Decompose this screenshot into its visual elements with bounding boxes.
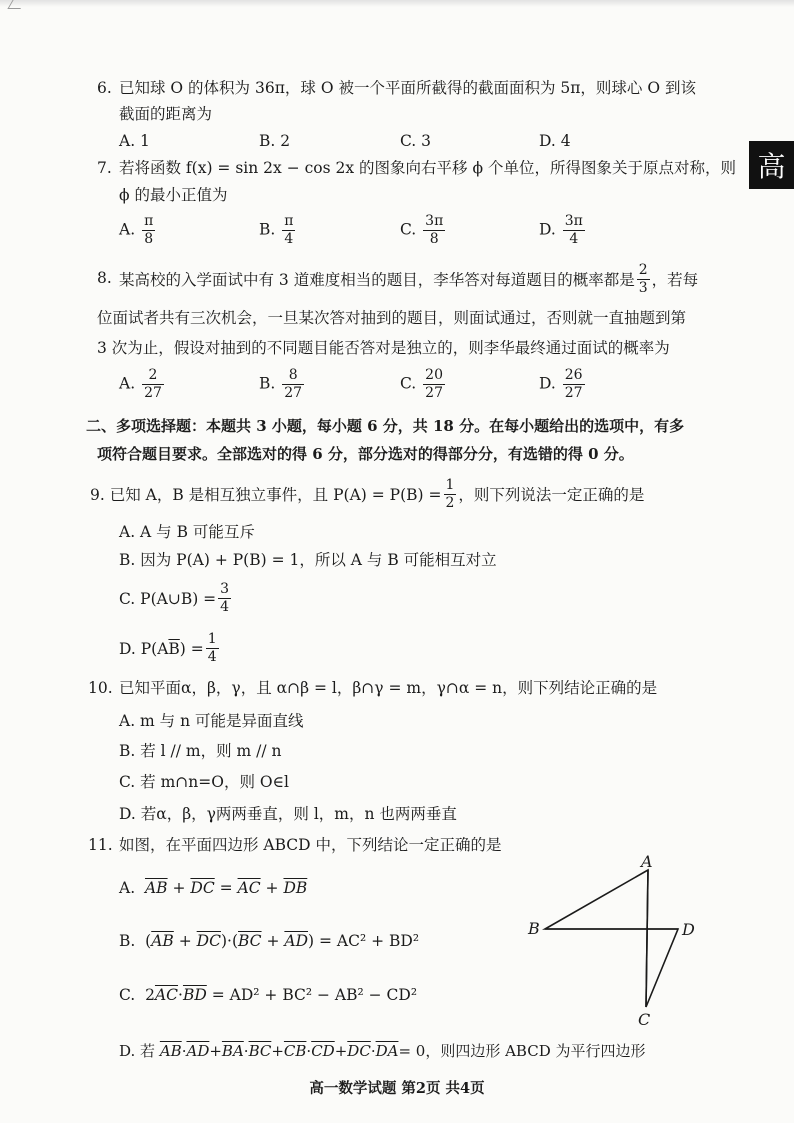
numerator: 20 [425,367,443,383]
q9-number: 9. [90,485,105,504]
q7-number: 7. [97,159,112,177]
numerator: 3π [564,213,583,229]
q9-stem-fraction [444,477,457,512]
vertex-c-label: C [638,1010,651,1029]
q8-line1-text: 某高校的入学面试中有 3 道难度相当的题目，李华答对每道题目的概率都是 [119,270,635,289]
q11-option-d-label: D. [119,1042,136,1060]
vector-dc: $\overline{DC}$ [347,1042,371,1060]
page-top-edge [0,0,794,7]
q7-line2: ϕ 的最小正值为 [119,186,228,204]
vector-bd: $\overline{BD}$ [182,986,207,1004]
q7-option-d [539,213,587,248]
denominator: 27 [425,385,443,401]
q8-line1-end: ，若每 [651,270,699,289]
q9-stem [90,477,644,512]
q6-number: 6. [97,79,112,97]
page-footer: 高一数学试题 第2页 共4页 [309,1080,485,1097]
q6-option-d: D. 4 [539,132,571,150]
q9-option-d-complement: $\overline{B}$ [168,639,180,658]
vector-da: $\overline{DA}$ [375,1042,399,1060]
vector-ba: $\overline{BA}$ [221,1042,244,1060]
q6-option-b: B. 2 [259,132,291,150]
numerator: π [284,213,294,229]
q11-option-c-rhs: = AD² + BC² − AB² − CD² [211,986,418,1004]
q6-option-a: A. 1 [119,132,150,150]
q11-option-a-label: A. [119,879,136,897]
denominator: 4 [284,231,294,247]
denominator: 4 [220,599,230,615]
numerator: π [144,213,154,229]
q11-option-c: C. $2\overline{AC}\cdot\overline{BD} = AD^2 + BC^2 - AB^2 - CD^2$ [119,986,418,1004]
q10-option-b: B. 若 l // m，则 m // n [119,742,282,760]
q11-option-d: D. 若 $\overline{AB}\cdot\overline{AD}+\overline{BA}\cdot\overline{BC}+\overline{CB}\cdot\overline{CD}+\overline{DC}\cdot\overline{DA}= 0$，则四边形 ABCD 为平行四边形 [119,1042,646,1060]
q10-option-c: C. 若 m∩n=O，则 O∈l [119,773,290,791]
vector-ab: $\overline{AB}$ [144,879,168,897]
denominator: 4 [569,231,579,247]
numerator: 3 [220,581,230,597]
q7-option-a-label: A. [119,220,136,239]
q11-option-c-label: C. [119,986,136,1004]
q8-option-a [119,367,166,402]
q7-line1: 若将函数 f(x) = sin 2x − cos 2x 的图象向右平移 ϕ 个单位，所得图象关于原点对称，则 [119,159,736,177]
denominator: 8 [144,231,154,247]
q9-option-a: A. A 与 B 可能互斥 [119,523,255,541]
vector-ab: $\overline{AB}$ [151,932,174,950]
q9-option-d [119,631,221,666]
q11-option-b-rhs: = AC² + BD² [319,932,420,950]
q8-line3: 3 次为止，假设对抽到的不同题目能否答对是独立的，则李华最终通过面试的概率为 [97,339,670,357]
quadrilateral-figure [520,850,710,1030]
numerator: 2 [142,367,164,385]
q8-option-b-label: B. [259,374,276,393]
q10-number: 10. [88,679,113,697]
q7-option-d-fraction [563,213,585,248]
vector-dc: $\overline{DC}$ [196,932,221,950]
q8-option-d-fraction [563,367,585,402]
vector-ac: $\overline{AC}$ [237,879,261,897]
q8-option-d [539,367,587,402]
q8-option-d-label: D. [539,374,556,393]
q6-line1: 已知球 O 的体积为 36π，球 O 被一个平面所截得的截面面积为 5π，则球心 O 到该 [119,79,696,97]
section2-heading-line2: 项符合题目要求。全部选对的得 6 分，部分选对的得部分分，有选错的得 0 分。 [97,445,634,463]
q10-stem: 已知平面α，β，γ，且 α∩β = l，β∩γ = m，γ∩α = n，则下列结论正确的是 [119,679,658,697]
vector-bc: $\overline{BC}$ [248,1042,272,1060]
denominator: 2 [445,495,455,511]
vector-bc: $\overline{BC}$ [238,932,262,950]
q9-option-b: B. 因为 P(A) + P(B) = 1，所以 A 与 B 可能相互对立 [119,551,497,569]
q9-stem-text: 已知 A，B 是相互独立事件，且 P(A) = P(B) = [109,485,442,504]
q9-option-d-suffix: ) = [179,639,204,658]
vector-ad: $\overline{AD}$ [284,932,309,950]
q7-option-b-label: B. [259,220,276,239]
q9-option-d-fraction [206,631,219,666]
denominator: 27 [144,385,162,401]
denominator: 8 [429,231,439,247]
q7-option-a [119,213,157,248]
vector-db: $\overline{DB}$ [283,879,308,897]
vertex-a-label: A [641,852,653,871]
denominator: 27 [284,385,303,401]
denominator: 27 [564,385,583,401]
side-tab: 高 [749,141,794,189]
q9-option-c-text: C. P(A∪B) = [119,589,217,608]
q10-option-a: A. m 与 n 可能是异面直线 [119,712,304,730]
q11-stem: 如图，在平面四边形 ABCD 中，下列结论一定正确的是 [119,836,502,854]
q8-line2: 位面试者共有三次机会，一旦某次答对抽到的题目，则面试通过，否则就一直抽题到第 [97,309,687,327]
q11-option-d-rhs: = 0，则四边形 ABCD 为平行四边形 [398,1042,646,1060]
vector-dc: $\overline{DC}$ [190,879,215,897]
q6-option-c: C. 3 [400,132,432,150]
q11-option-b: B. $(\overline{AB} + \overline{DC})\cdot(\overline{BC} + \overline{AD}) = AC^2 + BD^2$ [119,932,420,950]
q8-option-c-label: C. [400,374,417,393]
vertex-d-label: D [682,920,695,939]
q7-option-c [400,213,447,248]
numerator: 3π [425,213,444,229]
q7-option-d-label: D. [539,220,556,239]
numerator: 26 [564,367,583,383]
numerator: 1 [445,477,455,493]
section2-heading-line1: 二、多项选择题：本题共 3 小题，每小题 6 分，共 18 分。在每小题给出的选项中，有多 [86,417,685,435]
q9-option-d-text: D. P(A [119,639,169,658]
q8-option-b [259,367,306,402]
denominator: 3 [638,280,648,296]
numerator: 8 [282,367,304,385]
denominator: 4 [207,649,217,665]
vertex-b-label: B [528,919,540,938]
q7-option-b-fraction [282,213,295,248]
q6-line2: 截面的距离为 [119,105,213,123]
q8-line1-fraction [637,262,650,297]
q11-option-a: A. $\overline{AB} + \overline{DC} = \overline{AC} + \overline{DB}$ [119,879,308,897]
q9-stem-end: ，则下列说法一定正确的是 [458,485,645,504]
q8-number: 8. [97,269,112,287]
q7-option-a-fraction [142,213,155,248]
vector-ab: $\overline{AB}$ [159,1042,182,1060]
vector-cd: $\overline{CD}$ [311,1042,335,1060]
q10-option-d: D. 若α，β，γ两两垂直，则 l，m，n 也两两垂直 [119,805,457,823]
q11-option-b-label: B. [119,932,136,950]
quadrilateral-outline [545,870,678,1007]
vector-ad: $\overline{AD}$ [186,1042,210,1060]
q7-option-b [259,213,297,248]
numerator: 2 [638,262,648,278]
q8-option-a-label: A. [119,374,136,393]
q7-option-c-fraction [423,213,445,248]
q9-option-c [119,581,233,616]
numerator: 1 [207,631,217,647]
q11-option-c-coefficient: 2 [145,986,155,1004]
vector-cb: $\overline{CB}$ [283,1042,307,1060]
q8-line1 [119,262,698,297]
q11-option-d-prefix: 若 [140,1042,156,1060]
q9-option-c-fraction [218,581,231,616]
q7-option-c-label: C. [400,220,417,239]
q11-number: 11. [88,836,113,854]
vector-ac: $\overline{AC}$ [154,986,179,1004]
diagonal-ac [646,870,648,1007]
q8-option-a-fraction [142,367,164,402]
q8-option-c-fraction [423,367,445,402]
q8-option-b-fraction [282,367,304,402]
q8-option-c [400,367,447,402]
